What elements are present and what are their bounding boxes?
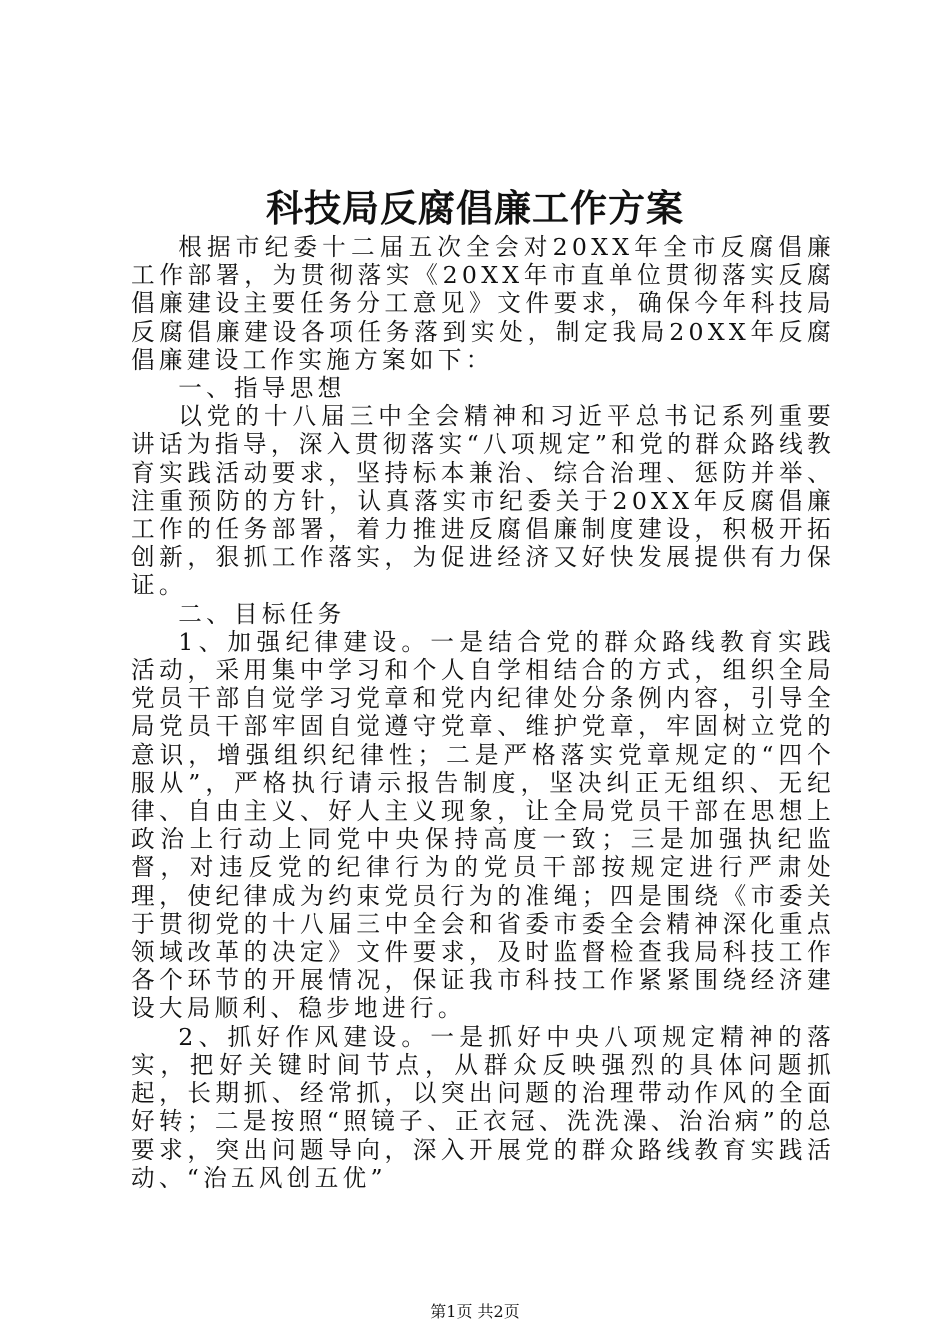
intro-paragraph: 根据市纪委十二届五次全会对20XX年全市反腐倡廉工作部署，为贯彻落实《20XX年市直单位贯彻落实反腐倡廉建设主要任务分工意见》文件要求，确保今年科技局反腐倡廉建设各项任务落到实处，制定我局20XX年反腐倡廉建设工作实施方案如下： [131,233,835,374]
work-style-building-paragraph: 2、抓好作风建设。一是抓好中央八项规定精神的落实，把好关键时间节点，从群众反映强烈的具体问题抓起，长期抓、经常抓，以突出问题的治理带动作风的全面好转；二是按照“照镜子、正衣冠、洗洗澡、治治病”的总要求，突出问题导向，深入开展党的群众路线教育实践活动、“治五风创五优” [131,1022,835,1192]
section-heading-goals-tasks: 二、目标任务 [178,599,346,628]
document-title: 科技局反腐倡廉工作方案 [266,186,684,230]
guiding-ideology-paragraph: 以党的十八届三中全会精神和习近平总书记系列重要讲话为指导，深入贯彻落实“八项规定”和党的群众路线教育实践活动要求，坚持标本兼治、综合治理、惩防并举、注重预防的方针，认真落实市纪委关于20XX年反腐倡廉工作的任务部署，着力推进反腐倡廉制度建设，积极开拓创新，狠抓工作落实，为促进经济又好快发展提供有力保证。 [131,402,835,600]
page-footer: 第1页 共2页 [430,1302,520,1321]
section-heading-guiding-ideology: 一、指导思想 [178,374,346,403]
document-body [131,233,835,1192]
discipline-building-paragraph: 1、加强纪律建设。一是结合党的群众路线教育实践活动，采用集中学习和个人自学相结合的方式，组织全局党员干部自觉学习党章和党内纪律处分条例内容，引导全局党员干部牢固自觉遵守党章、维护党章，牢固树立党的意识，增强组织纪律性；二是严格落实党章规定的“四个服从”，严格执行请示报告制度，坚决纠正无组织、无纪律、自由主义、好人主义现象，让全局党员干部在思想上政治上行动上同党中央保持高度一致；三是加强执纪监督，对违反党的纪律行为的党员干部按规定进行严肃处理，使纪律成为约束党员行为的准绳；四是围绕《市委关于贯彻党的十八届三中全会和省委市委全会精神深化重点领域改革的决定》文件要求，及时监督检查我局科技工作各个环节的开展情况，保证我市科技工作紧紧围绕经济建设大局顺利、稳步地进行。 [131,627,835,1023]
